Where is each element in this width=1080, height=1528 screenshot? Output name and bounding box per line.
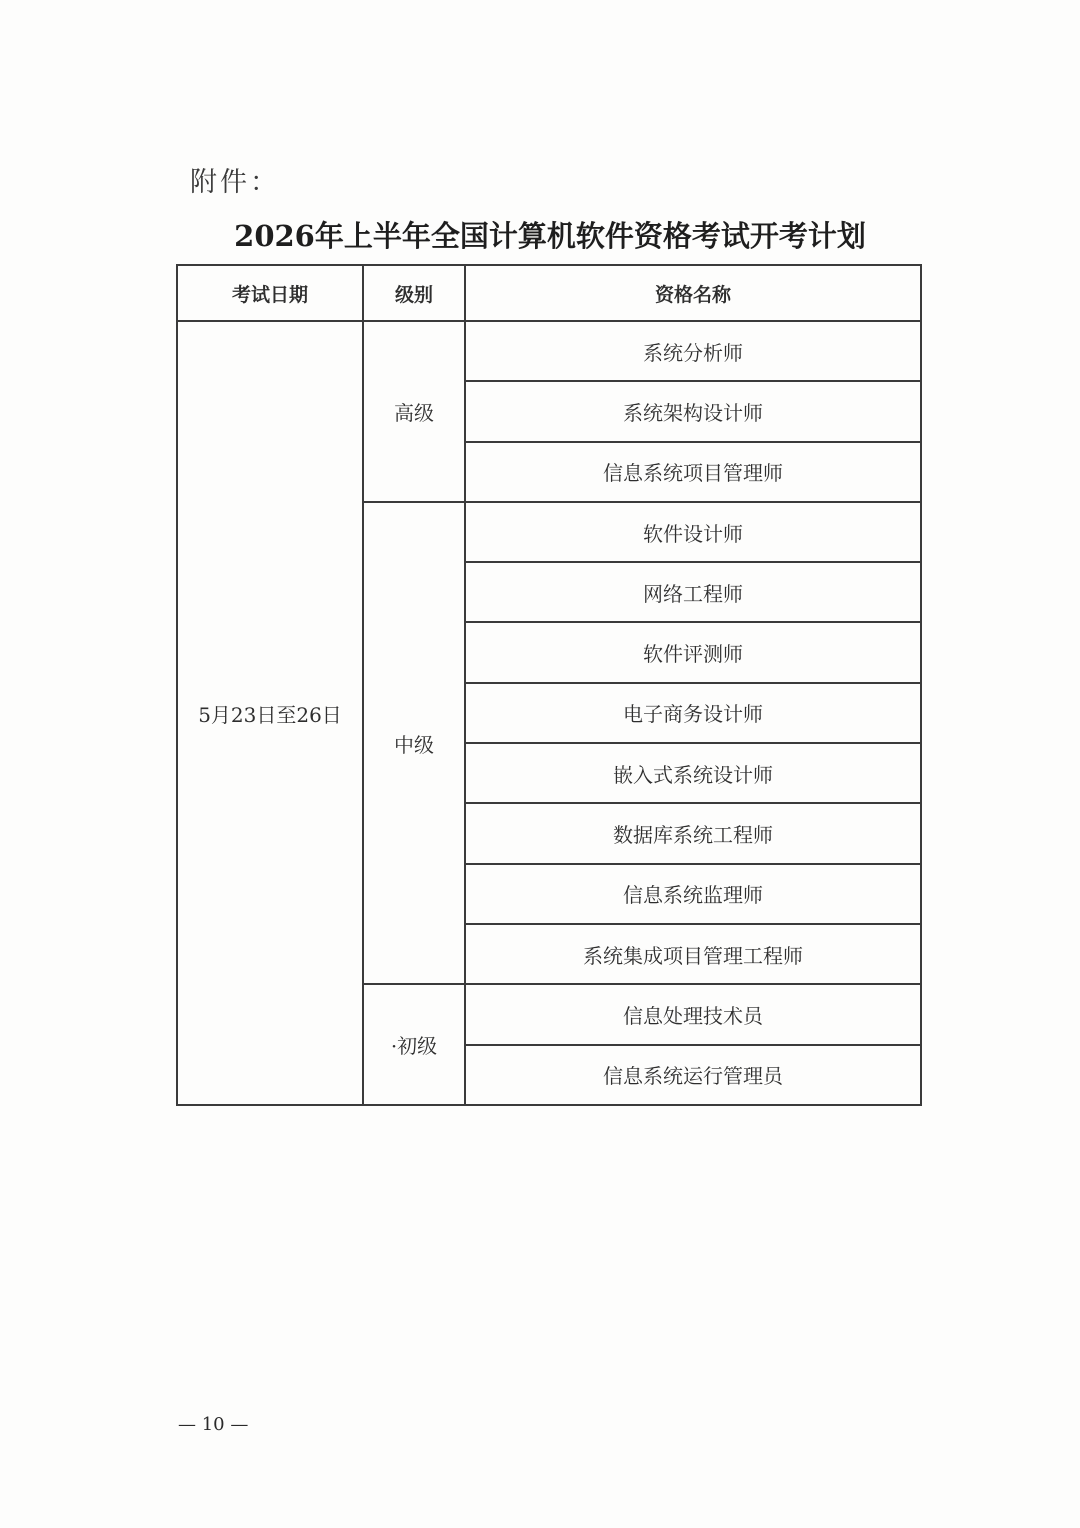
level-junior-cell: ·初级 [363, 984, 465, 1105]
exam-date-cell: 5月23日至26日 [177, 321, 363, 1105]
header-level: 级别 [363, 265, 465, 321]
exam-plan-table [176, 264, 922, 1106]
attachment-label: 附件： [190, 167, 280, 198]
qualification-name-cell: 电子商务设计师 [465, 683, 921, 743]
qualification-name-cell: 信息系统运行管理员 [465, 1045, 921, 1105]
document-title: 2026年上半年全国计算机软件资格考试开考计划 [234, 219, 866, 253]
header-qualification-name: 资格名称 [465, 265, 921, 321]
qualification-name-cell: 信息处理技术员 [465, 984, 921, 1044]
qualification-name-cell: 数据库系统工程师 [465, 803, 921, 863]
qualification-name-cell: 系统集成项目管理工程师 [465, 924, 921, 984]
level-intermediate-cell: 中级 [363, 502, 465, 984]
qualification-name-cell: 系统分析师 [465, 321, 921, 381]
qualification-name-cell: 软件设计师 [465, 502, 921, 562]
qualification-name-cell: 信息系统项目管理师 [465, 442, 921, 502]
level-senior-cell: 高级 [363, 321, 465, 502]
qualification-name-cell: 系统架构设计师 [465, 381, 921, 441]
table-header-row [177, 265, 921, 321]
header-exam-date: 考试日期 [177, 265, 363, 321]
page-number: — 10 — [178, 1414, 249, 1435]
qualification-name-cell: 网络工程师 [465, 562, 921, 622]
qualification-name-cell: 信息系统监理师 [465, 864, 921, 924]
table-row [177, 321, 921, 381]
qualification-name-cell: 嵌入式系统设计师 [465, 743, 921, 803]
qualification-name-cell: 软件评测师 [465, 622, 921, 682]
